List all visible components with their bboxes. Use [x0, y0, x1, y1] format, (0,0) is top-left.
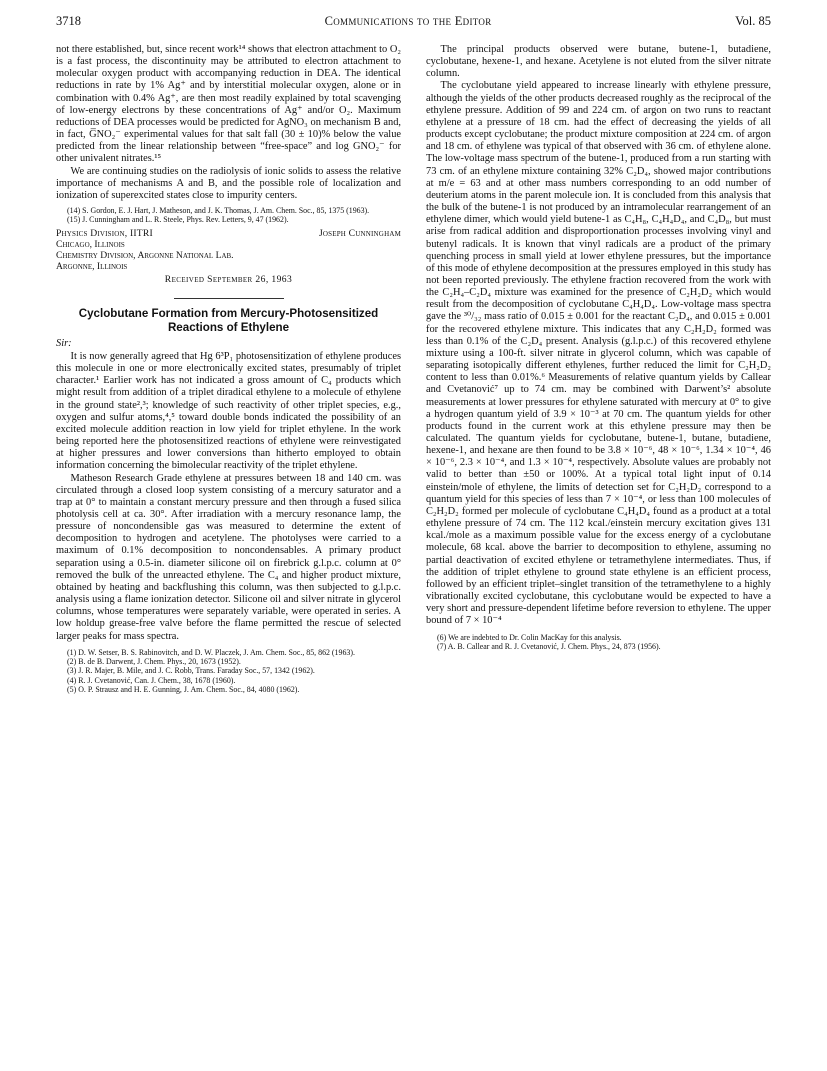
running-header — [56, 14, 771, 32]
intro-paragraph: It is now generally agreed that Hg 6³P₁ photosensitization of ethylene produces this molecule in one or more electronically excited states, presumably of triplet character.¹ Earlier work has not indicated a gross amount of C₄ products which might result from addition of a triplet diradical ethylene to a molecule of ethylene in the ground state²,³; knowledge of such reactivity of other triplet species, e.g., oxygen and sulfur atoms,⁴,⁵ toward double bonds indicated the possibility of an excited molecule addition reaction in low yield for triplet ethylene. In the work being reported here the photosensitized reactions of ethylene were reinvestigated at higher pressures and lower conversions than hitherto employed to obtain information concerning the bimolecular reactivity of the triplet ethylene. — [56, 350, 401, 472]
continued-paragraph: not there established, but, since recent work¹⁴ shows that electron attachment to O₂ is a fast process, the discontinuity may be attributed to electron attachment to molecular oxygen product with accompanying reduction in DEA. The identical reductions in rate by 1% Ag⁺ and by interstitial molecular oxygen, alone or in combination with 0.4% Ag⁺, are then most readily explained by total scavenging of low-energy electrons by these concentrations of Ag⁺ and/or O₂. Maximum reductions of DEA processes would be predicted for AgNO₃ on mechanism B and, in fact, G̅NO₂⁻ experimental values for that salt fall (30 ± 10)% below the value predicted from the linear relationship between “free-space” and log GNO₂⁻ for other univalent nitrates.¹⁵ — [56, 44, 401, 165]
footnote-5: (5) O. P. Strausz and H. E. Gunning, J. Am. Chem. Soc., 84, 4080 (1962). — [67, 684, 300, 694]
page-number: 3718 — [56, 14, 81, 28]
article-title-line-2: Reactions of Ethylene — [167, 320, 290, 334]
author-affiliation-row — [56, 228, 401, 239]
concluding-paragraph: We are continuing studies on the radiolysis of ionic solids to assess the relative importance of mechanisms A and B, and the possible role of localization and ionization of superexcited states close to impurity centers. — [56, 165, 401, 201]
volume-label: Vol. 85 — [735, 14, 771, 28]
footnote-2: (2) B. de B. Darwent, J. Chem. Phys., 20, 1673 (1952). — [67, 656, 241, 666]
article-title-line-1: Cyclobutane Formation from Mercury-Photosensitized — [78, 306, 379, 320]
affiliation-city: Chicago, Illinois — [56, 238, 125, 250]
footnote-6: (6) We are indebted to Dr. Colin MacKay for this analysis. — [437, 632, 622, 642]
footnote-4: (4) R. J. Cvetanović, Can. J. Chem., 38, 1678 (1960). — [67, 675, 236, 685]
affiliation-department-2: Chemistry Division, Argonne National Lab. — [56, 249, 234, 261]
footnote-14: (14) S. Gordon, E. J. Hart, J. Matheson, and J. K. Thomas, J. Am. Chem. Soc., 85, 1375 (1963). — [67, 206, 370, 216]
footnote-3: (3) J. R. Majer, B. Mile, and J. C. Robb, Trans. Faraday Soc., 57, 1342 (1962). — [67, 666, 315, 676]
running-title: Communications to the Editor — [324, 14, 492, 28]
affiliation-department: Physics Division, IITRI — [56, 227, 153, 239]
products-paragraph: The principal products observed were butane, butene-1, butadiene, cyclobutane, hexene-1, and hexane. Acetylene is not eluted from the silver nitrate column. — [426, 44, 771, 80]
footnote-7: (7) A. B. Callear and R. J. Cvetanović, J. Chem. Phys., 24, 873 (1956). — [437, 641, 661, 651]
received-date: Received September 26, 1963 — [164, 273, 293, 285]
results-paragraph: The cyclobutane yield appeared to increase linearly with ethylene pressure, although the yields of the other products decreased roughly as the reciprocal of the ethylene pressure. Addition of 99 and 224 cm. of argon on two runs to reactant ethylene at a pressure of 18 cm. had the effect of decreasing the yields of all products except cyclobutane; the product mixture composition at 224 cm. of argon and 18 cm. of ethylene was typical of that observed with 36 cm. of ethylene alone. The low-voltage mass spectrum of the butene-1, produced from a run starting with 73 cm. of an ethylene mixture containing 32% C₂D₄, showed major contributions at m/e = 63 and at other mass numbers corresponding to an odd number of deuterium atoms in the parent molecule ion. It is concluded from this analysis that the bulk of the butene-1 is not produced by an intramolecular rearrangement of an ethylene dimer, which would yield butene-1 as C₄H₈, C₄H₄D₄, and C₄D₈, but must arise from radical addition and disproportionation processes involving vinyl and butenyl radicals. It is known that vinyl radicals are a product of the primary quenching process in small yield at lower ethylene pressures, but the importance of this mode of ethylene decomposition at the pressures employed in this study has not been reported previously. The ethylene fraction recovered from the work with the C₂H₄–C₂D₄ mixture was examined for the presence of C₂H₂D₂ which would result from the decomposition of cyclobutane C₄H₄D₄. Low-voltage mass spectra gave the ³⁰/₃₂ mass ratio of 0.015 ± 0.001 for the reactant C₂D₄, and 0.015 ± 0.001 for the recovered ethylene mixture. This indicates that any C₂H₂D₂ formed was less than 0.1% of the C₂D₄ present. Analysis (g.l.p.c.) of this recovered ethylene mixture using a 100-ft. silver nitrate in glycerol column, which was capable of separating isotopically different ethylenes, further reduced the limit for C₂H₂D₂ content to less than 0.01%.⁶ Measurements of relative quantum yields by Callear and Cvetanović⁷ up to 74 cm. may be combined with Darwent’s² absolute measurements at lower pressures for ethylene saturated with mercury at 0° to give a hydrogen quantum yield of 3.9 × 10⁻³ at 70 cm. The quantum yields for other products found in the current work at this ethylene pressure may then be calculated. The quantum yields for cyclobutane, butene-1, butane, butadiene, hexene-1, and hexane are then found to be 3.8 × 10⁻⁶, 48 × 10⁻⁶, 1.34 × 10⁻⁴, 46 × 10⁻⁶, 2.3 × 10⁻⁴, and 1.3 × 10⁻⁴, respectively. Absolute values are probably not valid to better than ±50 or 100%. At a typical total light input of 0.14 einstein/mole of ethylene, the limits of detection set for C₂H₂D₂ correspond to a quantum yield for this species of less than 7 × 10⁻⁴, or less than 100 molecules of C₂H₂D₂ formed per molecule of cyclobutane C₄H₄D₄ found as a product at a total ethylene pressure of 74 cm. The 112 kcal./einstein mercury excitation gives 131 kcal./mole as a maximum possible value for the excess energy of a cyclobutane molecule, 68 kcal. above the barrier to decomposition to ethylene, assuming no partial deactivation of excited ethylene or tetramethylene intermediates. Thus, if the addition of triplet ethylene to ground state ethylene is an efficient process, followed by an efficient triplet–singlet transition of the tetramethylene to a highly vibrationally excited cyclobutane, this cyclobutane would be expected to have a very short and pressure-dependent lifetime before reversion to ethylene. The upper bound of 7 × 10⁻⁴ — [426, 80, 771, 627]
article-title — [56, 307, 401, 335]
author-name: Joseph Cunningham — [318, 227, 401, 239]
footnote-15: (15) J. Cunningham and L. R. Steele, Phys. Rev. Letters, 9, 47 (1962). — [67, 215, 289, 225]
right-column — [426, 44, 771, 651]
footnote-1: (1) D. W. Setser, B. S. Rabinovitch, and D. W. Placzek, J. Am. Chem. Soc., 85, 862 (1963). — [67, 647, 355, 657]
salutation: Sir: — [56, 337, 72, 349]
methods-paragraph: Matheson Research Grade ethylene at pressures between 18 and 140 cm. was circulated through a closed loop system consisting of a mercury saturator and a trap at 0° to maintain a constant mercury pressure and then through a fused silica photolysis cell at ca. 30°. After irradiation with a mercury resonance lamp, the pressure of noncondensible gas was measured to determine the extent of decomposition to hydrogen and acetylene. The photolyses were carried to a maximum of 0.1% decomposition to noncondensables. A primary product separation using a 0.5-in. diameter silicone oil on firebrick g.l.p.c. column at 0° removed the bulk of the unreacted ethylene. The C₄ and higher product mixture, obtained by heating and backflushing this column, was then subjected to g.l.p.c. analysis using a flame ionization detector. Silicone oil and silver nitrate in glycerol columns, whose temperatures were separately variable, were operated in series. A low holdup grease-free valve before the flame permitted the rescue of selected larger peaks for mass spectra. — [56, 472, 401, 642]
section-divider — [174, 298, 284, 299]
affiliation-city-2: Argonne, Illinois — [56, 260, 128, 272]
left-column — [56, 44, 401, 694]
